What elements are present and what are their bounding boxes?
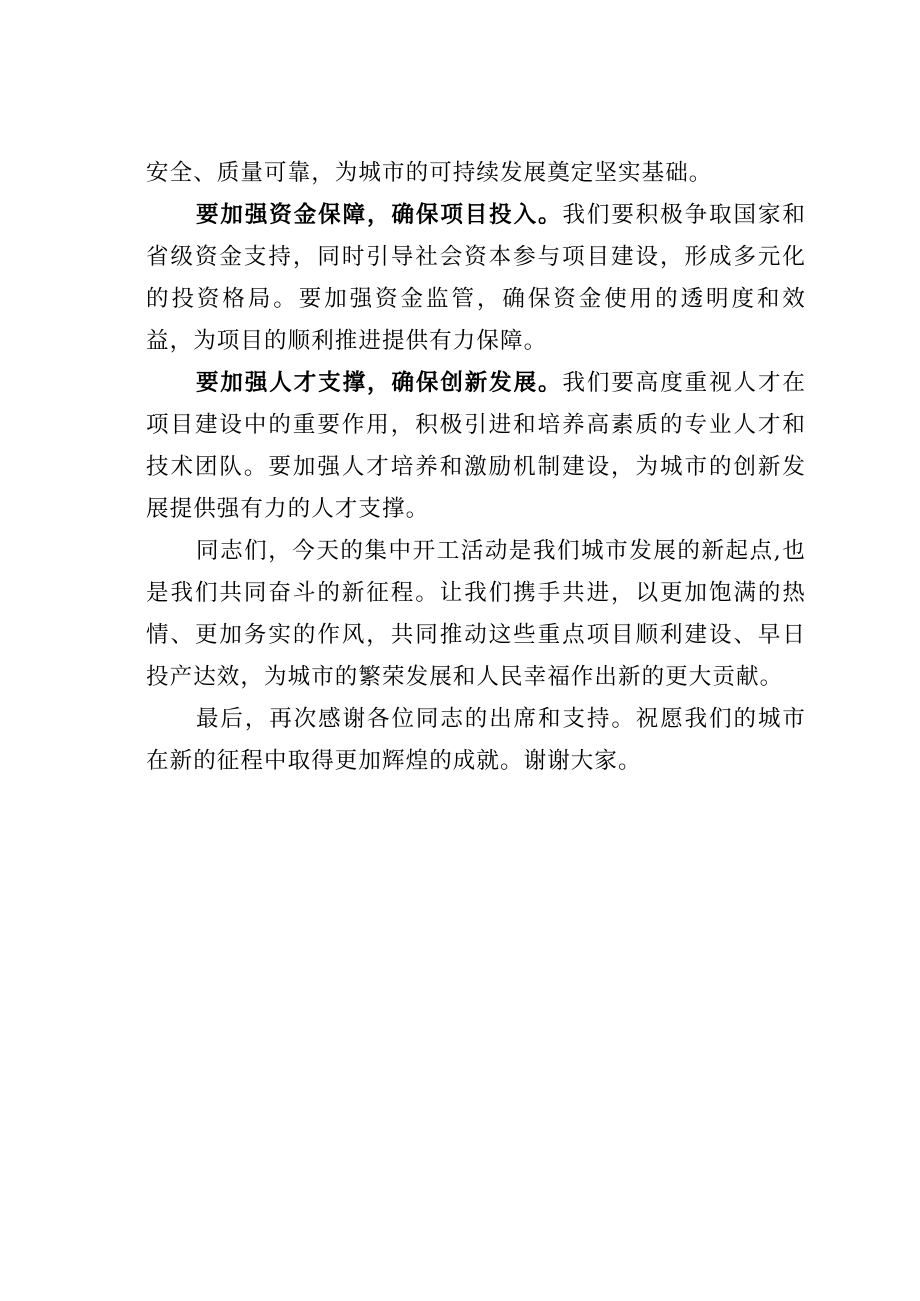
paragraph-talent <box>146 362 806 530</box>
paragraph-text: 我们要高度重视人才在项目建设中的重要作用，积极引进和培养高素质的专业人才和技术团队。要加强人才培养和激励机制建设，为城市的创新发展提供强有力的人才支撑。 <box>146 370 806 522</box>
paragraph-heading: 要加强资金保障，确保项目投入。 <box>196 202 563 228</box>
paragraph-text: 我们要积极争取国家和省级资金支持，同时引导社会资本参与项目建设，形成多元化的投资格局。要加强资金监管，确保资金使用的透明度和效益，为项目的顺利推进提供有力保障。 <box>146 202 806 354</box>
paragraph-closing <box>146 698 806 782</box>
paragraph-continuation <box>146 152 806 194</box>
paragraph-comrades <box>146 530 806 698</box>
paragraph-text: 同志们，今天的集中开工活动是我们城市发展的新起点,也是我们共同奋斗的新征程。让我们携手共进，以更加饱满的热情、更加务实的作风，共同推动这些重点项目顺利建设、早日投产达效，为城市的繁荣发展和人民幸福作出新的更大贡献。 <box>146 538 806 690</box>
paragraph-heading: 要加强人才支撑，确保创新发展。 <box>196 370 563 396</box>
document-page <box>146 152 806 782</box>
paragraph-funding <box>146 194 806 362</box>
paragraph-text: 安全、质量可靠，为城市的可持续发展奠定坚实基础。 <box>146 160 713 186</box>
paragraph-text: 最后，再次感谢各位同志的出席和支持。祝愿我们的城市在新的征程中取得更加辉煌的成就。谢谢大家。 <box>146 706 806 774</box>
